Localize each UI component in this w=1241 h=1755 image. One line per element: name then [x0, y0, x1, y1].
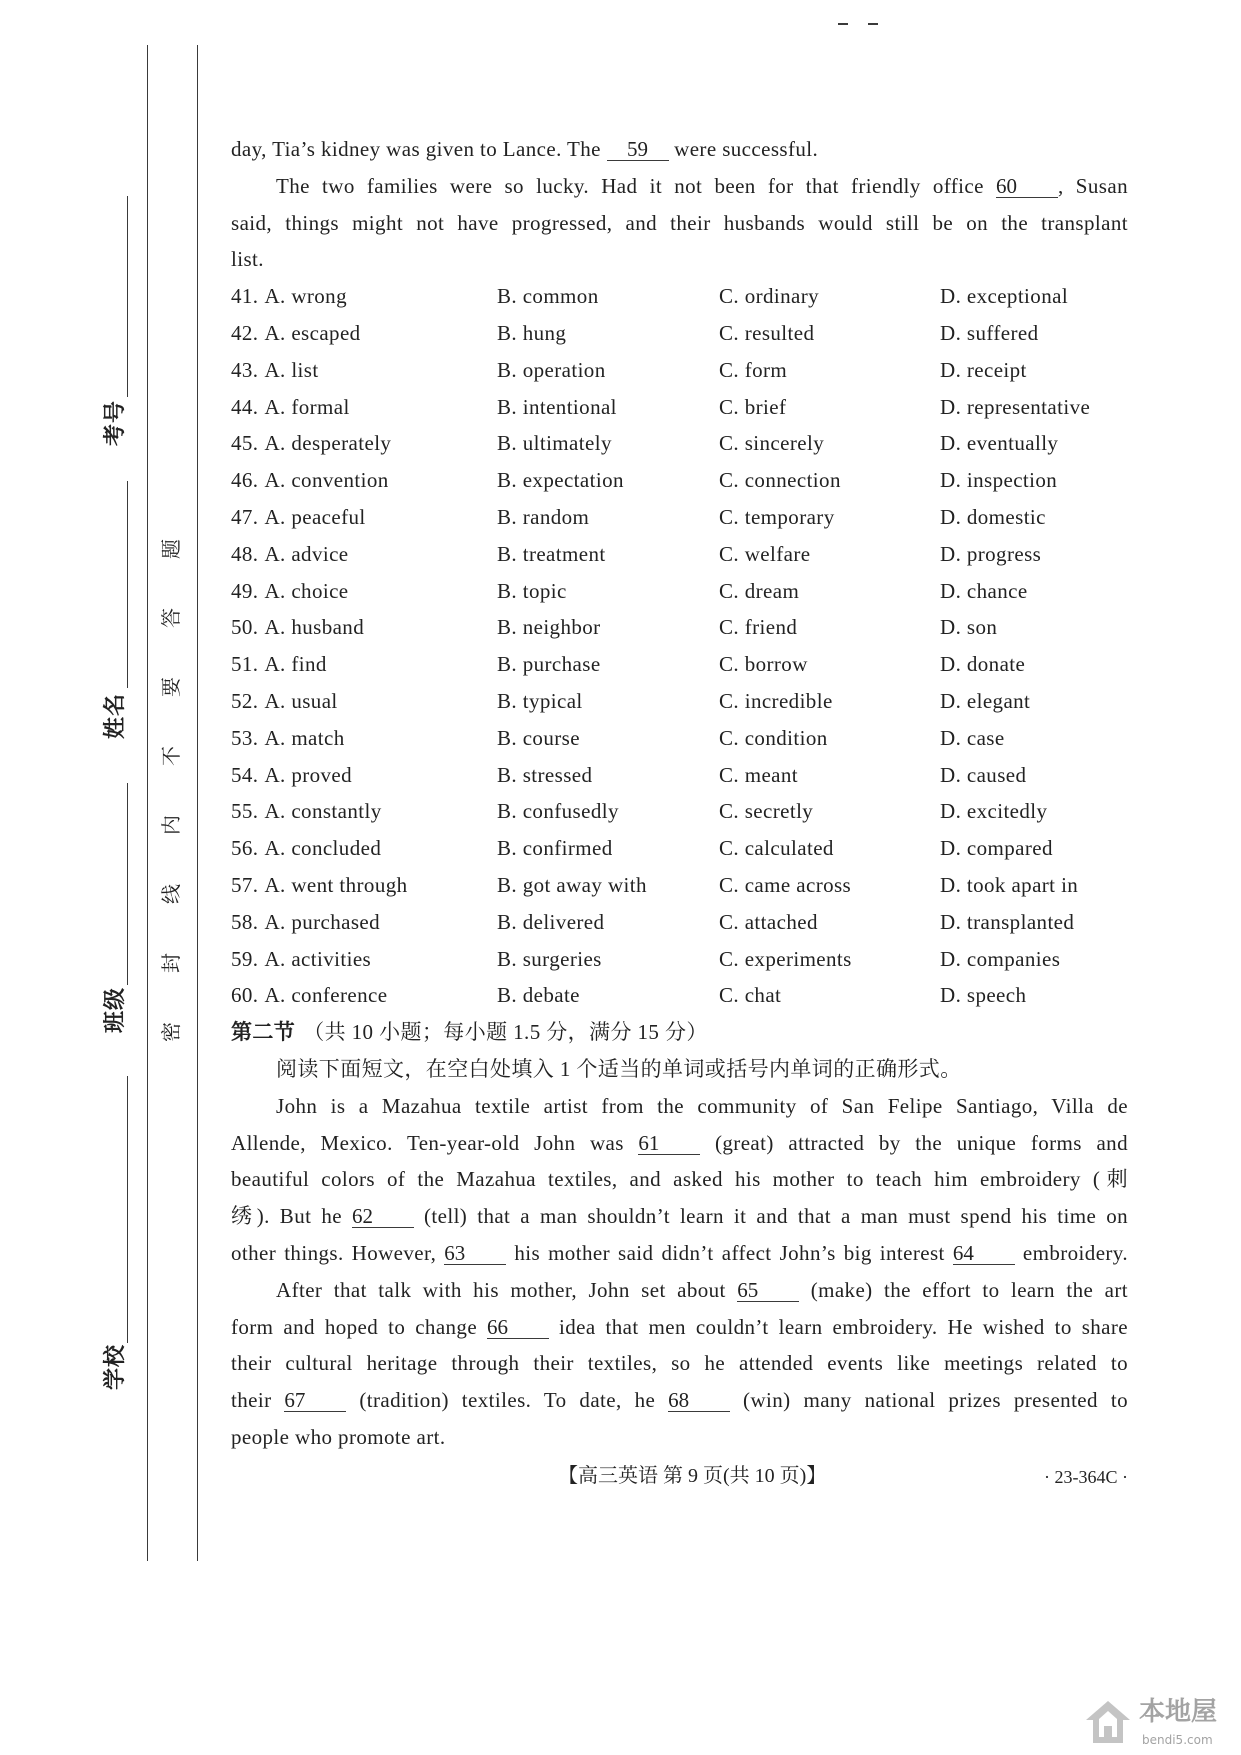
option-a-56: A. concluded [264, 836, 382, 861]
option-a-cell-56 [231, 830, 497, 867]
option-d-60: D. speech [940, 983, 1027, 1008]
option-a-51: A. find [264, 652, 327, 677]
option-a-53: A. match [264, 725, 345, 750]
option-c-45: C. sincerely [719, 431, 825, 456]
option-row-60 [231, 977, 1128, 1014]
question-number-59: 59. [231, 946, 259, 971]
option-d-48: D. progress [940, 541, 1042, 566]
school-label: 学校 [103, 1344, 128, 1391]
scan-mark [868, 23, 878, 25]
passage-text: After that talk with his mother, John set about [276, 1277, 738, 1302]
scan-mark [838, 23, 848, 25]
option-b-50: B. neighbor [497, 615, 601, 640]
option-d-52: D. elegant [940, 688, 1031, 713]
option-d-56: D. compared [940, 836, 1053, 861]
question-number-53: 53. [231, 725, 259, 750]
name-label: 姓名 [103, 693, 128, 740]
option-a-cell-47 [231, 499, 497, 536]
grammar-passage-line [231, 1382, 1128, 1419]
watermark-name: 本地屋 [1139, 1697, 1218, 1727]
passage-text: embroidery. [1014, 1240, 1128, 1265]
grammar-passage-line [231, 1088, 1128, 1125]
option-a-57: A. went through [264, 872, 408, 897]
option-row-46 [231, 462, 1128, 499]
option-row-49 [231, 573, 1128, 610]
option-a-44: A. formal [264, 394, 350, 419]
option-a-cell-51 [231, 646, 497, 683]
option-a-cell-50 [231, 609, 497, 646]
option-row-53 [231, 720, 1128, 757]
option-a-cell-54 [231, 757, 497, 794]
option-a-47: A. peaceful [264, 504, 366, 529]
option-b-59: B. surgeries [497, 946, 602, 971]
grammar-passage-line [231, 1272, 1128, 1309]
question-number-55: 55. [231, 799, 259, 824]
option-c-46: C. connection [719, 468, 841, 493]
option-b-54: B. stressed [497, 762, 593, 787]
option-b-57: B. got away with [497, 872, 647, 897]
option-a-cell-46 [231, 462, 497, 499]
option-a-cell-49 [231, 573, 497, 610]
passage-text: (win) many national prizes presented to [730, 1388, 1128, 1413]
option-a-cell-58 [231, 904, 497, 941]
passage-text: The two families were so lucky. Had it not been for that friendly office [276, 173, 996, 198]
option-a-59: A. activities [264, 946, 372, 971]
blank-61: 61 [638, 1132, 700, 1155]
option-a-60: A. conference [264, 983, 388, 1008]
blank-59: 59 [607, 138, 669, 161]
section-heading [231, 1014, 1128, 1051]
option-row-48 [231, 536, 1128, 573]
passage-text: idea that men couldn’t learn embroidery. He wished to share [549, 1314, 1129, 1339]
passage-text: were successful. [668, 137, 819, 161]
option-d-49: D. chance [940, 578, 1028, 603]
options-list [231, 278, 1128, 1014]
watermark-url: bendi5.com [1142, 1733, 1213, 1747]
option-a-55: A. constantly [264, 799, 382, 824]
blank-68: 68 [668, 1389, 730, 1412]
passage-text: people who promote art. [231, 1424, 446, 1449]
option-c-59: C. experiments [719, 946, 852, 971]
passage-text: (make) the effort to learn the art [799, 1277, 1129, 1302]
option-a-58: A. purchased [264, 909, 381, 934]
blank-64: 64 [953, 1242, 1015, 1265]
house-logo-icon [1083, 1698, 1133, 1746]
blank-62: 62 [352, 1205, 414, 1228]
option-d-44: D. representative [940, 394, 1091, 419]
passage-text: list. [231, 247, 264, 272]
option-a-48: A. advice [264, 541, 349, 566]
option-b-60: B. debate [497, 983, 580, 1008]
option-c-48: C. welfare [719, 541, 811, 566]
passage-text: other things. However, [231, 1240, 445, 1265]
question-number-46: 46. [231, 468, 259, 493]
option-d-59: D. companies [940, 946, 1061, 971]
option-b-41: B. common [497, 284, 599, 309]
question-number-42: 42. [231, 320, 259, 345]
grammar-passage-line [231, 1125, 1128, 1162]
passage-text: day, Tia’s kidney was given to Lance. The [231, 137, 607, 161]
grammar-passage-line [231, 1198, 1128, 1235]
option-b-47: B. random [497, 504, 590, 529]
question-number-52: 52. [231, 688, 259, 713]
blank-66: 66 [487, 1316, 549, 1339]
option-d-41: D. exceptional [940, 284, 1069, 309]
blank-67: 67 [284, 1389, 346, 1412]
passage-line [231, 131, 1128, 168]
question-number-49: 49. [231, 578, 259, 603]
option-c-49: C. dream [719, 578, 800, 603]
blank-65: 65 [737, 1279, 799, 1302]
option-a-cell-57 [231, 867, 497, 904]
option-c-56: C. calculated [719, 836, 834, 861]
passage-text: their [231, 1388, 285, 1413]
passage-text: his mother said didn’t affect John’s big interest [506, 1240, 953, 1265]
question-number-51: 51. [231, 652, 259, 677]
option-row-47 [231, 499, 1128, 536]
option-a-41: A. wrong [264, 284, 347, 309]
binding-line-inner [197, 45, 198, 1561]
option-d-42: D. suffered [940, 320, 1039, 345]
option-c-42: C. resulted [719, 320, 815, 345]
option-d-50: D. son [940, 615, 998, 640]
option-row-57 [231, 867, 1128, 904]
option-row-42 [231, 315, 1128, 352]
seal-line-notice: 密封线内不要答题 [159, 490, 183, 1042]
option-c-41: C. ordinary [719, 284, 820, 309]
passage-text: John is a Mazahua textile artist from the community of San Felipe Santiago, Villa de [276, 1093, 1128, 1118]
option-c-50: C. friend [719, 615, 798, 640]
passage-text: their cultural heritage through their textiles, so he attended events like meetings related to [231, 1351, 1128, 1376]
passage-text: 绣). But he [231, 1204, 352, 1229]
option-b-56: B. confirmed [497, 836, 613, 861]
blank-63: 63 [444, 1242, 506, 1265]
option-row-41 [231, 278, 1128, 315]
option-b-58: B. delivered [497, 909, 605, 934]
question-number-48: 48. [231, 541, 259, 566]
name-blank-line [127, 481, 128, 688]
option-b-44: B. intentional [497, 394, 617, 419]
passage-text: form and hoped to change [231, 1314, 488, 1339]
blank-60: 60 [996, 175, 1058, 198]
option-b-51: B. purchase [497, 652, 601, 677]
option-a-cell-44 [231, 389, 497, 426]
option-a-cell-55 [231, 793, 497, 830]
option-a-cell-53 [231, 720, 497, 757]
option-a-cell-43 [231, 352, 497, 389]
question-number-44: 44. [231, 394, 259, 419]
option-b-43: B. operation [497, 357, 606, 382]
option-c-54: C. meant [719, 762, 799, 787]
option-row-56 [231, 830, 1128, 867]
passage-text: (tradition) textiles. To date, he [346, 1388, 669, 1413]
option-a-52: A. usual [264, 688, 338, 713]
passage-text: (great) attracted by the unique forms and [700, 1130, 1128, 1155]
option-d-53: D. case [940, 725, 1005, 750]
option-c-44: C. brief [719, 394, 787, 419]
question-number-50: 50. [231, 615, 259, 640]
option-a-54: A. proved [264, 762, 353, 787]
question-number-58: 58. [231, 909, 259, 934]
grammar-passage-line [231, 1345, 1128, 1382]
option-b-42: B. hung [497, 320, 567, 345]
option-a-cell-42 [231, 315, 497, 352]
option-c-51: C. borrow [719, 652, 808, 677]
option-c-57: C. came across [719, 872, 852, 897]
option-c-47: C. temporary [719, 504, 835, 529]
grammar-passage-line [231, 1161, 1128, 1198]
option-c-58: C. attached [719, 909, 818, 934]
passage-text: said, things might not have progressed, and their husbands would still be on the transplant [231, 210, 1128, 235]
option-a-cell-45 [231, 425, 497, 462]
option-c-60: C. chat [719, 983, 782, 1008]
instruction-text: 阅读下面短文，在空白处填入 1 个适当的单词或括号内单词的正确形式。 [276, 1056, 962, 1081]
option-a-49: A. choice [264, 578, 349, 603]
option-d-54: D. caused [940, 762, 1027, 787]
option-b-49: B. topic [497, 578, 567, 603]
binding-line-outer [147, 45, 148, 1561]
passage-text: (tell) that a man shouldn’t learn it and that a man must spend his time on [413, 1204, 1128, 1229]
option-b-46: B. expectation [497, 468, 624, 493]
option-a-43: A. list [264, 357, 319, 382]
question-number-60: 60. [231, 983, 259, 1008]
option-a-cell-52 [231, 683, 497, 720]
grammar-passage-line [231, 1235, 1128, 1272]
passage-line [231, 241, 1128, 278]
option-a-cell-59 [231, 941, 497, 978]
grammar-passage-line [231, 1309, 1128, 1346]
question-number-57: 57. [231, 872, 259, 897]
class-label: 班级 [103, 987, 128, 1034]
passage-text: beautiful colors of the Mazahua textiles, and asked his mother to teach him embroidery (刺 [231, 1167, 1128, 1192]
option-row-43 [231, 352, 1128, 389]
option-a-cell-60 [231, 977, 497, 1014]
option-c-43: C. form [719, 357, 788, 382]
question-number-54: 54. [231, 762, 259, 787]
option-row-51 [231, 646, 1128, 683]
option-d-57: D. took apart in [940, 872, 1079, 897]
option-row-54 [231, 757, 1128, 794]
exam-code: · 23-364C · [1044, 1467, 1128, 1487]
section-scoring: （共 10 小题；每小题 1.5 分，满分 15 分） [303, 1020, 708, 1045]
option-a-cell-48 [231, 536, 497, 573]
exam-number-label: 考号 [103, 400, 128, 447]
passage-line [231, 168, 1128, 205]
section-instruction [231, 1051, 1128, 1088]
option-row-55 [231, 793, 1128, 830]
option-b-48: B. treatment [497, 541, 606, 566]
option-a-50: A. husband [264, 615, 365, 640]
option-d-46: D. inspection [940, 468, 1058, 493]
option-c-53: C. condition [719, 725, 828, 750]
section-title: 第二节 [231, 1020, 296, 1045]
option-b-53: B. course [497, 725, 580, 750]
option-a-42: A. escaped [264, 320, 361, 345]
option-row-45 [231, 425, 1128, 462]
question-number-43: 43. [231, 357, 259, 382]
question-number-56: 56. [231, 836, 259, 861]
page-number-info: 【高三英语 第 9 页(共 10 页)】 [558, 1465, 827, 1487]
option-row-59 [231, 941, 1128, 978]
option-row-58 [231, 904, 1128, 941]
option-a-46: A. convention [264, 468, 389, 493]
option-c-52: C. incredible [719, 688, 833, 713]
exam-number-blank-line [127, 196, 128, 397]
question-number-41: 41. [231, 284, 259, 309]
option-b-45: B. ultimately [497, 431, 612, 456]
school-blank-line [127, 1076, 128, 1343]
option-row-50 [231, 609, 1128, 646]
grammar-passage-line [231, 1419, 1128, 1456]
option-a-45: A. desperately [264, 431, 392, 456]
option-d-55: D. excitedly [940, 799, 1048, 824]
option-d-58: D. transplanted [940, 909, 1075, 934]
option-d-47: D. domestic [940, 504, 1046, 529]
option-a-cell-41 [231, 278, 497, 315]
question-number-47: 47. [231, 504, 259, 529]
class-blank-line [127, 783, 128, 985]
option-row-44 [231, 389, 1128, 426]
question-number-45: 45. [231, 431, 259, 456]
option-b-52: B. typical [497, 688, 583, 713]
option-row-52 [231, 683, 1128, 720]
passage-line [231, 205, 1128, 242]
passage-text: Allende, Mexico. Ten-year-old John was [231, 1130, 639, 1155]
passage-text: , Susan [1057, 173, 1128, 198]
option-b-55: B. confusedly [497, 799, 619, 824]
option-c-55: C. secretly [719, 799, 814, 824]
question-text [231, 131, 1128, 1456]
option-d-43: D. receipt [940, 357, 1027, 382]
option-d-51: D. donate [940, 652, 1026, 677]
option-d-45: D. eventually [940, 431, 1059, 456]
